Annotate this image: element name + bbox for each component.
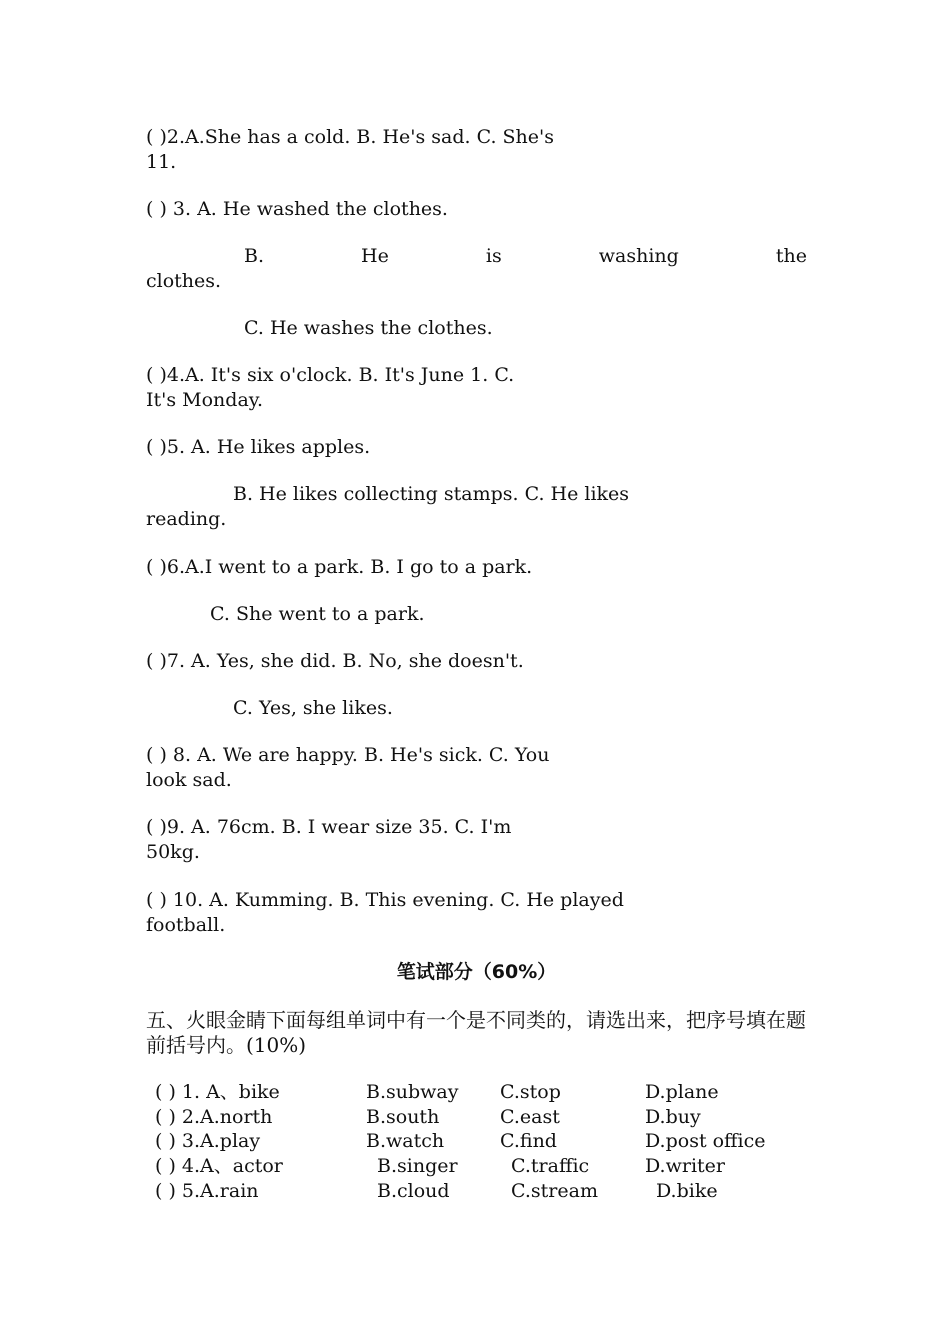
row-5-b: B.cloud [377,1180,450,1202]
row-4-d: D.writer [645,1155,725,1177]
row-4-c: C.traffic [511,1155,590,1177]
item-9-line2: 50kg. [146,841,200,863]
written-section-heading: 笔试部分（60%） [396,961,557,983]
row-2-c: C.east [500,1106,560,1128]
item-2-line2: 11. [146,151,177,173]
item-7-line1: ( )7. A. Yes, she did. B. No, she doesn't. [146,650,524,672]
item-8-line1: ( ) 8. A. We are happy. B. He's sick. C. You [146,744,550,766]
item-10-line2: football. [146,914,226,936]
item-8-line2: look sad. [146,769,232,791]
item-10-line1: ( ) 10. A. Kumming. B. This evening. C. He played [146,889,624,911]
item-3-option-b: B. He is washing the [244,245,807,267]
item-9-line1: ( )9. A. 76cm. B. I wear size 35. C. I'm [146,816,512,838]
item-2-line1: ( )2.A.She has a cold. B. He's sad. C. She's [146,126,555,148]
item-5-line1: ( )5. A. He likes apples. [146,436,371,458]
item-5-option-b-cont: reading. [146,508,227,530]
item-3-option-c: C. He washes the clothes. [244,317,493,339]
row-3-d: D.post office [645,1130,766,1152]
row-2-a: ( ) 2.A.north [155,1106,273,1128]
row-2-b: B.south [366,1106,440,1128]
item-4-line1: ( )4.A. It's six o'clock. B. It's June 1. C. [146,364,515,386]
row-5-d: D.bike [656,1180,718,1202]
row-5-a: ( ) 5.A.rain [155,1180,259,1202]
row-3-a: ( ) 3.A.play [155,1130,261,1152]
row-3-c: C.find [500,1130,557,1152]
row-2-d: D.buy [645,1106,701,1128]
item-3-option-b-cont: clothes. [146,270,222,292]
item-4-line2: It's Monday. [146,389,264,411]
section5-title: 五、火眼金睛下面每组单词中有一个是不同类的，请选出来，把序号填在题前括号内。(10%) [146,1008,806,1057]
item-7-option-c: C. Yes, she likes. [233,697,393,719]
item-3-line1: ( ) 3. A. He washed the clothes. [146,198,448,220]
row-5-c: C.stream [511,1180,598,1202]
row-1-d: D.plane [645,1081,719,1103]
row-4-a: ( ) 4.A、actor [155,1155,283,1177]
row-1-b: B.subway [366,1081,459,1103]
item-5-option-b: B. He likes collecting stamps. C. He likes [233,483,630,505]
item-6-option-c: C. She went to a park. [210,603,425,625]
row-1-c: C.stop [500,1081,561,1103]
item-6-line1: ( )6.A.I went to a park. B. I go to a park. [146,556,533,578]
row-1-a: ( ) 1. A、bike [155,1081,280,1103]
row-4-b: B.singer [377,1155,458,1177]
row-3-b: B.watch [366,1130,445,1152]
